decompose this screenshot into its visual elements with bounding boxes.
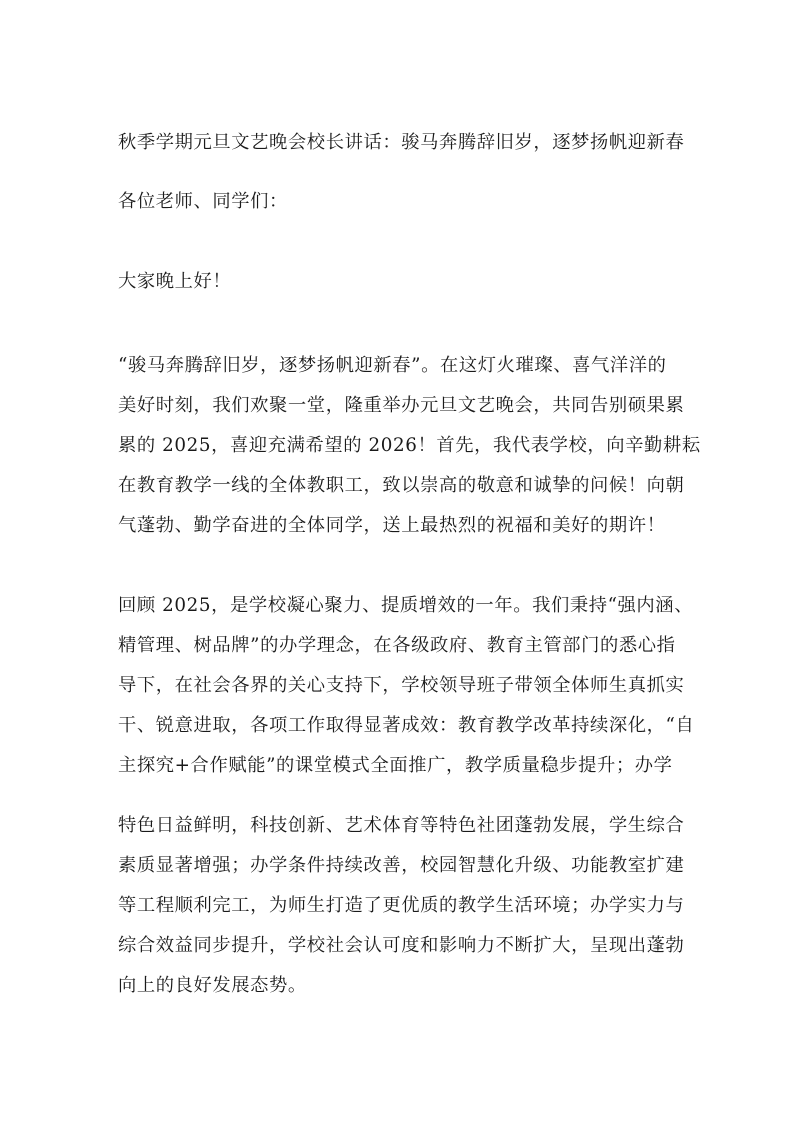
paragraph-line: 气蓬勃、勤学奋进的全体同学，送上最热烈的祝福和美好的期许！ — [118, 515, 666, 536]
paragraph-line: 导下，在社会各界的关心支持下，学校领导班子带领全体师生真抓实 — [118, 675, 685, 696]
paragraph-line: 干、锐意进取，各项工作取得显著成效：教育教学改革持续深化，“自 — [118, 715, 695, 736]
paragraph-line: 素质显著增强；办学条件持续改善，校园智慧化升级、功能教室扩建 — [118, 855, 685, 876]
paragraph-line: 精管理、树品牌”的办学理念，在各级政府、教育主管部门的悉心指 — [118, 635, 676, 656]
paragraph-line: 等工程顺利完工，为师生打造了更优质的教学生活环境；办学实力与 — [118, 895, 685, 916]
paragraph-line: 累的 2025，喜迎充满希望的 2026！首先，我代表学校，向辛勤耕耘 — [118, 435, 701, 456]
paragraph-line: 向上的良好发展态势。 — [118, 975, 307, 996]
paragraph-line: 在教育教学一线的全体教职工，致以崇高的敬意和诚挚的问候！向朝 — [118, 475, 685, 496]
paragraph-line: “骏马奔腾辞旧岁，逐梦扬帆迎新春”。在这灯火璀璨、喜气洋洋的 — [118, 355, 667, 376]
paragraph-line: 综合效益同步提升，学校社会认可度和影响力不断扩大，呈现出蓬勃 — [118, 935, 685, 956]
paragraph-line: 特色日益鲜明，科技创新、艺术体育等特色社团蓬勃发展，学生综合 — [118, 815, 685, 836]
paragraph-line: 主探究+合作赋能”的课堂模式全面推广，教学质量稳步提升；办学 — [118, 755, 673, 776]
paragraph-line: 美好时刻，我们欢聚一堂，隆重举办元旦文艺晚会，共同告别硕果累 — [118, 395, 685, 416]
document-title: 秋季学期元旦文艺晚会校长讲话：骏马奔腾辞旧岁，逐梦扬帆迎新春 — [118, 132, 685, 153]
salutation: 各位老师、同学们： — [118, 191, 288, 212]
paragraph-line: 回顾 2025，是学校凝心聚力、提质增效的一年。我们秉持“强内涵、 — [118, 595, 694, 616]
greeting: 大家晚上好！ — [118, 271, 232, 292]
